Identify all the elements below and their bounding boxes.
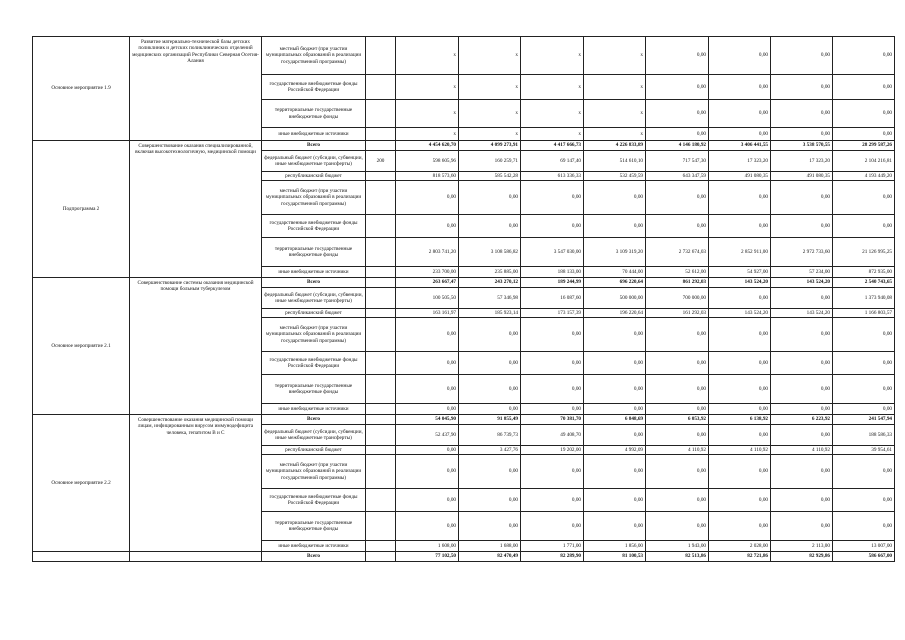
year-value-cell: 0,00 xyxy=(709,489,771,512)
year-value-cell: 0,00 xyxy=(521,352,584,375)
program-description-cell: Совершенствование оказания специализированной, включая высокотехнологичную, медицинской помощи xyxy=(130,141,262,278)
year-value-cell: 69 147,40 xyxy=(521,151,584,172)
year-value-cell: 0,00 xyxy=(396,215,459,238)
year-value-cell: х xyxy=(396,75,459,100)
year-value-cell: х xyxy=(459,37,521,75)
year-value-cell: 57 346,98 xyxy=(459,288,521,309)
year-value-cell: 189 244,99 xyxy=(521,278,584,288)
year-value-cell: 0,00 xyxy=(646,128,709,141)
year-value-cell: 0,00 xyxy=(396,318,459,352)
year-value-cell: 0,00 xyxy=(771,512,833,541)
year-value-cell: 2 972 733,60 xyxy=(771,238,833,267)
year-value-cell: 0,00 xyxy=(646,425,709,446)
grbs-code-cell xyxy=(366,141,396,151)
year-value-cell: 696 220,64 xyxy=(584,278,646,288)
year-value-cell: 0,00 xyxy=(521,455,584,489)
year-value-cell: 532 459,59 xyxy=(584,172,646,181)
total-value-cell: 0,00 xyxy=(833,404,895,415)
funding-source-cell: территориальные государственные внебюджетные фонды xyxy=(262,100,366,128)
year-value-cell: 0,00 xyxy=(709,425,771,446)
program-name-cell: Основное мероприятие 2.1 xyxy=(33,278,130,415)
year-value-cell: 163 161,97 xyxy=(396,309,459,318)
year-value-cell: 0,00 xyxy=(646,375,709,404)
funding-source-cell: территориальные государственные внебюджетные фонды xyxy=(262,238,366,267)
year-value-cell: х xyxy=(584,128,646,141)
year-value-cell: 0,00 xyxy=(771,425,833,446)
year-value-cell: 19 202,00 xyxy=(521,446,584,455)
grbs-code-cell xyxy=(366,489,396,512)
year-value-cell: 0,00 xyxy=(396,489,459,512)
year-value-cell: 70 444,00 xyxy=(584,267,646,278)
grbs-code-cell xyxy=(366,267,396,278)
year-value-cell: 818 573,60 xyxy=(396,172,459,181)
funding-source-cell: федеральный бюджет (субсидии, субвенции, иные межбюджетные трансферты) xyxy=(262,288,366,309)
year-value-cell: 70 381,70 xyxy=(521,415,584,425)
program-name-cell: Основное мероприятие 1.9 xyxy=(33,37,130,141)
program-name-cell xyxy=(33,552,130,562)
year-value-cell: 0,00 xyxy=(709,288,771,309)
year-value-cell: 4 417 666,73 xyxy=(521,141,584,151)
funding-source-cell: иные внебюджетные источники xyxy=(262,128,366,141)
year-value-cell: 16 087,60 xyxy=(521,288,584,309)
funding-source-cell: республиканский бюджет xyxy=(262,309,366,318)
total-value-cell: 0,00 xyxy=(833,75,895,100)
total-value-cell: 0,00 xyxy=(833,100,895,128)
year-value-cell: 0,00 xyxy=(709,37,771,75)
year-value-cell: 0,00 xyxy=(771,375,833,404)
year-value-cell: 0,00 xyxy=(771,404,833,415)
year-value-cell: х xyxy=(521,100,584,128)
grbs-code-cell xyxy=(366,512,396,541)
year-value-cell: 4 099 273,91 xyxy=(459,141,521,151)
year-value-cell: 0,00 xyxy=(771,455,833,489)
total-value-cell: 0,00 xyxy=(833,37,895,75)
year-value-cell: 4 454 620,70 xyxy=(396,141,459,151)
year-value-cell: 0,00 xyxy=(584,318,646,352)
year-value-cell: 0,00 xyxy=(521,489,584,512)
funding-source-cell: Всего xyxy=(262,552,366,562)
year-value-cell: 0,00 xyxy=(396,181,459,215)
year-value-cell: 1 608,00 xyxy=(396,541,459,552)
year-value-cell: 0,00 xyxy=(709,181,771,215)
grbs-code-cell xyxy=(366,309,396,318)
total-value-cell: 0,00 xyxy=(833,318,895,352)
year-value-cell: 82 929,86 xyxy=(771,552,833,562)
table-row-total xyxy=(33,141,895,151)
program-description-cell: Совершенствование оказания медицинской помощи лицам, инфицированным вирусом иммунодефицита человека, гепатитом В и С xyxy=(130,415,262,552)
year-value-cell: х xyxy=(584,37,646,75)
year-value-cell: 0,00 xyxy=(584,489,646,512)
year-value-cell: 2 113,00 xyxy=(771,541,833,552)
year-value-cell: 173 157,39 xyxy=(521,309,584,318)
year-value-cell: 3 538 570,55 xyxy=(771,141,833,151)
total-value-cell: 0,00 xyxy=(833,512,895,541)
year-value-cell: 2 803 741,20 xyxy=(396,238,459,267)
year-value-cell: 17 323,20 xyxy=(771,151,833,172)
year-value-cell: 0,00 xyxy=(709,318,771,352)
year-value-cell: 4 992,09 xyxy=(584,446,646,455)
year-value-cell: 0,00 xyxy=(771,181,833,215)
year-value-cell: 82 289,90 xyxy=(521,552,584,562)
table-row-total xyxy=(33,552,895,562)
year-value-cell: 700 000,00 xyxy=(646,288,709,309)
year-value-cell: 0,00 xyxy=(584,375,646,404)
funding-source-cell: территориальные государственные внебюджетные фонды xyxy=(262,512,366,541)
total-value-cell: 188 586,33 xyxy=(833,425,895,446)
total-value-cell: 13 007,00 xyxy=(833,541,895,552)
year-value-cell: 0,00 xyxy=(709,375,771,404)
year-value-cell: 2 852 911,00 xyxy=(709,238,771,267)
funding-source-cell: государственные внебюджетные фонды Российской Федерации xyxy=(262,75,366,100)
year-value-cell: 1 771,00 xyxy=(521,541,584,552)
year-value-cell: 1 688,00 xyxy=(459,541,521,552)
grbs-code-cell xyxy=(366,278,396,288)
year-value-cell: 82 721,86 xyxy=(709,552,771,562)
year-value-cell: 235 885,00 xyxy=(459,267,521,278)
year-value-cell: 0,00 xyxy=(396,375,459,404)
year-value-cell: 6 223,92 xyxy=(771,415,833,425)
year-value-cell: 861 292,03 xyxy=(646,278,709,288)
year-value-cell: 0,00 xyxy=(771,288,833,309)
year-value-cell: 0,00 xyxy=(521,512,584,541)
funding-source-cell: местный бюджет (при участии муниципальных образований в реализации государственной программы) xyxy=(262,37,366,75)
year-value-cell: 188 133,00 xyxy=(521,267,584,278)
year-value-cell: 500 000,00 xyxy=(584,288,646,309)
year-value-cell: 0,00 xyxy=(396,352,459,375)
grbs-code-cell xyxy=(366,75,396,100)
total-value-cell: 0,00 xyxy=(833,128,895,141)
total-value-cell: 21 126 995,25 xyxy=(833,238,895,267)
year-value-cell: 0,00 xyxy=(709,100,771,128)
year-value-cell: 17 323,20 xyxy=(709,151,771,172)
year-value-cell: 52 612,00 xyxy=(646,267,709,278)
year-value-cell: 0,00 xyxy=(459,215,521,238)
year-value-cell: х xyxy=(521,37,584,75)
year-value-cell: 161 292,03 xyxy=(646,309,709,318)
year-value-cell: 1 856,00 xyxy=(584,541,646,552)
grbs-code-cell xyxy=(366,288,396,309)
year-value-cell: 0,00 xyxy=(771,489,833,512)
funding-source-cell: Всего xyxy=(262,415,366,425)
year-value-cell: х xyxy=(584,75,646,100)
year-value-cell: 585 542,28 xyxy=(459,172,521,181)
year-value-cell: 0,00 xyxy=(459,404,521,415)
year-value-cell: 0,00 xyxy=(396,404,459,415)
year-value-cell: 143 524,20 xyxy=(709,278,771,288)
year-value-cell: 4 110,92 xyxy=(646,446,709,455)
year-value-cell: 0,00 xyxy=(521,375,584,404)
year-value-cell: 0,00 xyxy=(771,352,833,375)
year-value-cell: 491 080,35 xyxy=(771,172,833,181)
grbs-code-cell xyxy=(366,318,396,352)
year-value-cell: 491 080,35 xyxy=(709,172,771,181)
year-value-cell: 3 406 441,55 xyxy=(709,141,771,151)
program-name-cell: Основное мероприятие 2.2 xyxy=(33,415,130,552)
grbs-code-cell xyxy=(366,455,396,489)
funding-source-cell: Всего xyxy=(262,141,366,151)
year-value-cell: 0,00 xyxy=(646,181,709,215)
year-value-cell: 0,00 xyxy=(646,37,709,75)
year-value-cell: 243 270,12 xyxy=(459,278,521,288)
total-value-cell: 586 667,00 xyxy=(833,552,895,562)
year-value-cell: 1 943,00 xyxy=(646,541,709,552)
year-value-cell: 81 100,53 xyxy=(584,552,646,562)
year-value-cell: 0,00 xyxy=(771,37,833,75)
year-value-cell: 0,00 xyxy=(584,215,646,238)
grbs-code-cell xyxy=(366,238,396,267)
total-value-cell: 2 104 216,81 xyxy=(833,151,895,172)
year-value-cell: 0,00 xyxy=(584,352,646,375)
year-value-cell: 0,00 xyxy=(709,128,771,141)
year-value-cell: 86 739,73 xyxy=(459,425,521,446)
year-value-cell: 0,00 xyxy=(396,512,459,541)
year-value-cell: 233 700,00 xyxy=(396,267,459,278)
year-value-cell: 3 427,76 xyxy=(459,446,521,455)
total-value-cell: 4 193 449,20 xyxy=(833,172,895,181)
year-value-cell: 2 028,00 xyxy=(709,541,771,552)
year-value-cell: х xyxy=(521,75,584,100)
funding-source-cell: государственные внебюджетные фонды Российской Федерации xyxy=(262,489,366,512)
year-value-cell: 0,00 xyxy=(709,455,771,489)
total-value-cell: 0,00 xyxy=(833,352,895,375)
year-value-cell: 0,00 xyxy=(521,318,584,352)
grbs-code-cell: 200 xyxy=(366,151,396,172)
year-value-cell: х xyxy=(459,128,521,141)
grbs-code-cell xyxy=(366,172,396,181)
funding-source-cell: республиканский бюджет xyxy=(262,172,366,181)
year-value-cell: 2 732 674,03 xyxy=(646,238,709,267)
year-value-cell: 0,00 xyxy=(646,100,709,128)
funding-source-cell: государственные внебюджетные фонды Российской Федерации xyxy=(262,215,366,238)
year-value-cell: 0,00 xyxy=(709,404,771,415)
year-value-cell: 4 146 180,92 xyxy=(646,141,709,151)
year-value-cell: 52 437,90 xyxy=(396,425,459,446)
table-row-total xyxy=(33,415,895,425)
year-value-cell: 3 108 586,82 xyxy=(459,238,521,267)
year-value-cell: 514 610,10 xyxy=(584,151,646,172)
funding-source-cell: территориальные государственные внебюджетные фонды xyxy=(262,375,366,404)
year-value-cell: 0,00 xyxy=(646,489,709,512)
year-value-cell: х xyxy=(396,100,459,128)
year-value-cell: 0,00 xyxy=(709,75,771,100)
table-row xyxy=(33,37,895,75)
year-value-cell: 643 347,59 xyxy=(646,172,709,181)
total-value-cell: 241 547,94 xyxy=(833,415,895,425)
grbs-code-cell xyxy=(366,128,396,141)
year-value-cell: 0,00 xyxy=(709,352,771,375)
year-value-cell: 0,00 xyxy=(646,215,709,238)
year-value-cell: 54 927,00 xyxy=(709,267,771,278)
year-value-cell: 0,00 xyxy=(459,489,521,512)
grbs-code-cell xyxy=(366,425,396,446)
year-value-cell: 0,00 xyxy=(584,425,646,446)
funding-source-cell: федеральный бюджет (субсидии, субвенции, иные межбюджетные трансферты) xyxy=(262,151,366,172)
program-name-cell: Подпрограмма 2 xyxy=(33,141,130,278)
year-value-cell: 0,00 xyxy=(459,318,521,352)
grbs-code-cell xyxy=(366,541,396,552)
year-value-cell: 0,00 xyxy=(771,215,833,238)
year-value-cell: 0,00 xyxy=(771,318,833,352)
year-value-cell: 91 855,49 xyxy=(459,415,521,425)
grbs-code-cell xyxy=(366,352,396,375)
funding-source-cell: местный бюджет (при участии муниципальных образований в реализации государственной программы) xyxy=(262,181,366,215)
year-value-cell: 143 524,20 xyxy=(771,309,833,318)
total-value-cell: 1 373 940,08 xyxy=(833,288,895,309)
year-value-cell: х xyxy=(459,75,521,100)
grbs-code-cell xyxy=(366,181,396,215)
table-row-total xyxy=(33,278,895,288)
year-value-cell: 0,00 xyxy=(459,181,521,215)
grbs-code-cell xyxy=(366,552,396,562)
grbs-code-cell xyxy=(366,375,396,404)
year-value-cell: 0,00 xyxy=(396,446,459,455)
total-value-cell: 0,00 xyxy=(833,375,895,404)
funding-source-cell: Всего xyxy=(262,278,366,288)
year-value-cell: 196 220,64 xyxy=(584,309,646,318)
funding-source-cell: федеральный бюджет (субсидии, субвенции, иные межбюджетные трансферты) xyxy=(262,425,366,446)
year-value-cell: 4 110,92 xyxy=(709,446,771,455)
year-value-cell: х xyxy=(459,100,521,128)
year-value-cell: 0,00 xyxy=(646,455,709,489)
year-value-cell: 143 524,20 xyxy=(709,309,771,318)
year-value-cell: 4 226 833,89 xyxy=(584,141,646,151)
year-value-cell: 0,00 xyxy=(584,404,646,415)
year-value-cell: 0,00 xyxy=(771,100,833,128)
year-value-cell: 77 102,50 xyxy=(396,552,459,562)
year-value-cell: 0,00 xyxy=(646,404,709,415)
year-value-cell: 0,00 xyxy=(646,352,709,375)
grbs-code-cell xyxy=(366,404,396,415)
year-value-cell: 6 053,92 xyxy=(646,415,709,425)
total-value-cell: 0,00 xyxy=(833,489,895,512)
total-value-cell: 2 540 743,65 xyxy=(833,278,895,288)
year-value-cell: 160 259,71 xyxy=(459,151,521,172)
year-value-cell: 6 848,69 xyxy=(584,415,646,425)
year-value-cell: 0,00 xyxy=(396,455,459,489)
program-description-cell: Развитие материально-технической базы детских поликлиник и детских поликлинических отделений медицинских организаций Республики Северная Осетия-Алания xyxy=(130,37,262,141)
year-value-cell: 0,00 xyxy=(646,318,709,352)
year-value-cell: 49 408,70 xyxy=(521,425,584,446)
grbs-code-cell xyxy=(366,415,396,425)
program-description-cell: Совершенствование системы оказания медицинской помощи больным туберкулезом xyxy=(130,278,262,415)
year-value-cell: х xyxy=(396,128,459,141)
year-value-cell: х xyxy=(584,100,646,128)
funding-source-cell: иные внебюджетные источники xyxy=(262,267,366,278)
year-value-cell: 613 336,33 xyxy=(521,172,584,181)
grbs-code-cell xyxy=(366,446,396,455)
year-value-cell: 54 045,90 xyxy=(396,415,459,425)
budget-table xyxy=(32,36,895,562)
year-value-cell: 717 547,30 xyxy=(646,151,709,172)
funding-source-cell: местный бюджет (при участии муниципальных образований в реализации государственной программы) xyxy=(262,455,366,489)
total-value-cell: 872 935,00 xyxy=(833,267,895,278)
grbs-code-cell xyxy=(366,215,396,238)
year-value-cell: 0,00 xyxy=(584,512,646,541)
year-value-cell: х xyxy=(521,128,584,141)
year-value-cell: 0,00 xyxy=(584,181,646,215)
year-value-cell: 598 605,96 xyxy=(396,151,459,172)
total-value-cell: 39 954,61 xyxy=(833,446,895,455)
year-value-cell: 6 138,92 xyxy=(709,415,771,425)
total-value-cell: 0,00 xyxy=(833,215,895,238)
funding-source-cell: местный бюджет (при участии муниципальных образований в реализации государственной программы) xyxy=(262,318,366,352)
year-value-cell: 0,00 xyxy=(459,352,521,375)
year-value-cell: 0,00 xyxy=(521,404,584,415)
year-value-cell: 0,00 xyxy=(459,375,521,404)
year-value-cell: 3 547 030,00 xyxy=(521,238,584,267)
year-value-cell: 57 234,00 xyxy=(771,267,833,278)
year-value-cell: 0,00 xyxy=(459,512,521,541)
year-value-cell: 263 667,47 xyxy=(396,278,459,288)
year-value-cell: 100 505,50 xyxy=(396,288,459,309)
funding-source-cell: республиканский бюджет xyxy=(262,446,366,455)
total-value-cell: 28 299 587,26 xyxy=(833,141,895,151)
funding-source-cell: государственные внебюджетные фонды Российской Федерации xyxy=(262,352,366,375)
year-value-cell: 0,00 xyxy=(771,128,833,141)
year-value-cell: 0,00 xyxy=(771,75,833,100)
total-value-cell: 0,00 xyxy=(833,181,895,215)
year-value-cell: 0,00 xyxy=(646,512,709,541)
year-value-cell: 82 470,49 xyxy=(459,552,521,562)
year-value-cell: 0,00 xyxy=(521,181,584,215)
year-value-cell: 0,00 xyxy=(584,455,646,489)
year-value-cell: 185 923,14 xyxy=(459,309,521,318)
funding-source-cell: иные внебюджетные источники xyxy=(262,541,366,552)
total-value-cell: 0,00 xyxy=(833,455,895,489)
year-value-cell: 82 513,86 xyxy=(646,552,709,562)
year-value-cell: х xyxy=(396,37,459,75)
total-value-cell: 1 166 803,57 xyxy=(833,309,895,318)
year-value-cell: 0,00 xyxy=(459,455,521,489)
year-value-cell: 0,00 xyxy=(709,512,771,541)
year-value-cell: 0,00 xyxy=(521,215,584,238)
year-value-cell: 0,00 xyxy=(646,75,709,100)
grbs-code-cell xyxy=(366,37,396,75)
year-value-cell: 0,00 xyxy=(709,215,771,238)
funding-source-cell: иные внебюджетные источники xyxy=(262,404,366,415)
year-value-cell: 143 524,20 xyxy=(771,278,833,288)
year-value-cell: 3 109 319,20 xyxy=(584,238,646,267)
program-description-cell xyxy=(130,552,262,562)
year-value-cell: 4 110,92 xyxy=(771,446,833,455)
grbs-code-cell xyxy=(366,100,396,128)
